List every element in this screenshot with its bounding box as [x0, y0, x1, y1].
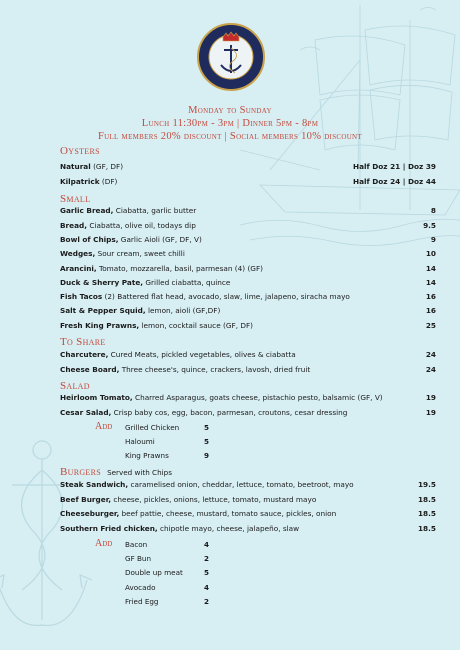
- add-on-price: 4: [204, 583, 210, 592]
- discount-line: Full members 20% discount | Social members 10% discount: [97, 131, 362, 142]
- menu-item: Garlic Bread, Ciabatta, garlic butter 8: [60, 206, 436, 215]
- section-title-burgers: Burgers Served with Chips: [60, 466, 172, 478]
- menu-item: Fresh King Prawns, lemon, cocktail sauce (GF, DF) 25: [60, 321, 436, 330]
- menu-item: Bread, Ciabatta, olive oil, todays dip 9.5: [60, 221, 436, 230]
- menu-item: Wedges, Sour cream, sweet chilli 10: [60, 249, 436, 258]
- menu-item: Arancini, Tomato, mozzarella, basil, parmesan (4) (GF) 14: [60, 264, 436, 273]
- add-on-price: 2: [204, 554, 210, 563]
- add-label: Add: [95, 538, 113, 549]
- menu-item: Southern Fried chicken, chipotle mayo, cheese, jalapeño, slaw 18.5: [60, 524, 436, 533]
- price: 18.5: [417, 509, 436, 518]
- menu-item: Steak Sandwich, caramelised onion, cheddar, lettuce, tomato, beetroot, mayo 19.5: [60, 480, 436, 489]
- add-on-item: Avocado: [125, 583, 156, 592]
- hours-line: Lunch 11:30pm - 3pm | Dinner 5pm - 8pm: [141, 118, 319, 129]
- rqys-logo-icon: [197, 23, 265, 91]
- add-on-price: 5: [204, 437, 210, 446]
- price: 19: [425, 408, 436, 417]
- menu-item: Fish Tacos (2) Battered flat head, avocado, slaw, lime, jalapeno, siracha mayo 16: [60, 292, 436, 301]
- menu-item: Heirloom Tomato, Charred Asparagus, goats cheese, pistachio pesto, balsamic (GF, V) 19: [60, 393, 436, 402]
- section-title-salad: Salad: [60, 380, 90, 392]
- add-label: Add: [95, 421, 113, 432]
- section-title-to-share: To Share: [60, 336, 106, 348]
- price: Half Doz 24 | Doz 44: [352, 177, 436, 186]
- price: 19: [425, 393, 436, 402]
- price: 14: [425, 278, 436, 287]
- price: 24: [425, 365, 436, 374]
- add-on-price: 4: [204, 540, 210, 549]
- section-title-oysters: Oysters: [60, 145, 100, 157]
- price: 25: [425, 321, 436, 330]
- menu-item: Bowl of Chips, Garlic Aioli (GF, DF, V) 9: [60, 235, 436, 244]
- menu-header: [0, 104, 460, 143]
- price: 14: [425, 264, 436, 273]
- price: 16: [425, 292, 436, 301]
- price: Half Doz 21 | Doz 39: [352, 162, 436, 171]
- menu-item: Cheeseburger, beef pattie, cheese, mustard, tomato sauce, pickles, onion 18.5: [60, 509, 436, 518]
- add-on-item: Grilled Chicken: [125, 423, 180, 432]
- price: 9.5: [423, 221, 436, 230]
- price: 18.5: [417, 524, 436, 533]
- price: 8: [430, 206, 436, 215]
- add-on-item: Bacon: [125, 540, 148, 549]
- menu-item: Duck & Sherry Pate, Grilled ciabatta, quince 14: [60, 278, 436, 287]
- menu-item: Cheese Board, Three cheese's, quince, crackers, lavosh, dried fruit 24: [60, 365, 436, 374]
- add-on-item: King Prawns: [125, 451, 169, 460]
- price: 19.5: [417, 480, 436, 489]
- menu-item: Charcutere, Cured Meats, pickled vegetables, olives & ciabatta 24: [60, 350, 436, 359]
- add-on-price: 9: [204, 451, 210, 460]
- add-on-price: 2: [204, 597, 210, 606]
- add-on-item: GF Bun: [125, 554, 152, 563]
- days-heading: Monday to Sunday: [188, 105, 272, 116]
- price: 18.5: [417, 495, 436, 504]
- price: 9: [430, 235, 436, 244]
- menu-item: Kilpatrick (DF) Half Doz 24 | Doz 44: [60, 177, 436, 186]
- add-on-item: Fried Egg: [125, 597, 159, 606]
- add-on-price: 5: [204, 568, 210, 577]
- add-on-item: Haloumi: [125, 437, 155, 446]
- price: 24: [425, 350, 436, 359]
- burgers-subtitle: Served with Chips: [107, 468, 172, 477]
- menu-item: Salt & Pepper Squid, lemon, aioli (GF,DF) 16: [60, 306, 436, 315]
- menu-item: Cesar Salad, Crisp baby cos, egg, bacon, parmesan, croutons, cesar dressing 19: [60, 408, 436, 417]
- price: 16: [425, 306, 436, 315]
- menu-item: Beef Burger, cheese, pickles, onions, lettuce, tomato, mustard mayo 18.5: [60, 495, 436, 504]
- add-on-item: Double up meat: [125, 568, 183, 577]
- anchor-icon: [0, 430, 102, 650]
- add-on-price: 5: [204, 423, 210, 432]
- price: 10: [425, 249, 436, 258]
- section-title-small: Small: [60, 193, 91, 205]
- menu-item: Natural (GF, DF) Half Doz 21 | Doz 39: [60, 162, 436, 171]
